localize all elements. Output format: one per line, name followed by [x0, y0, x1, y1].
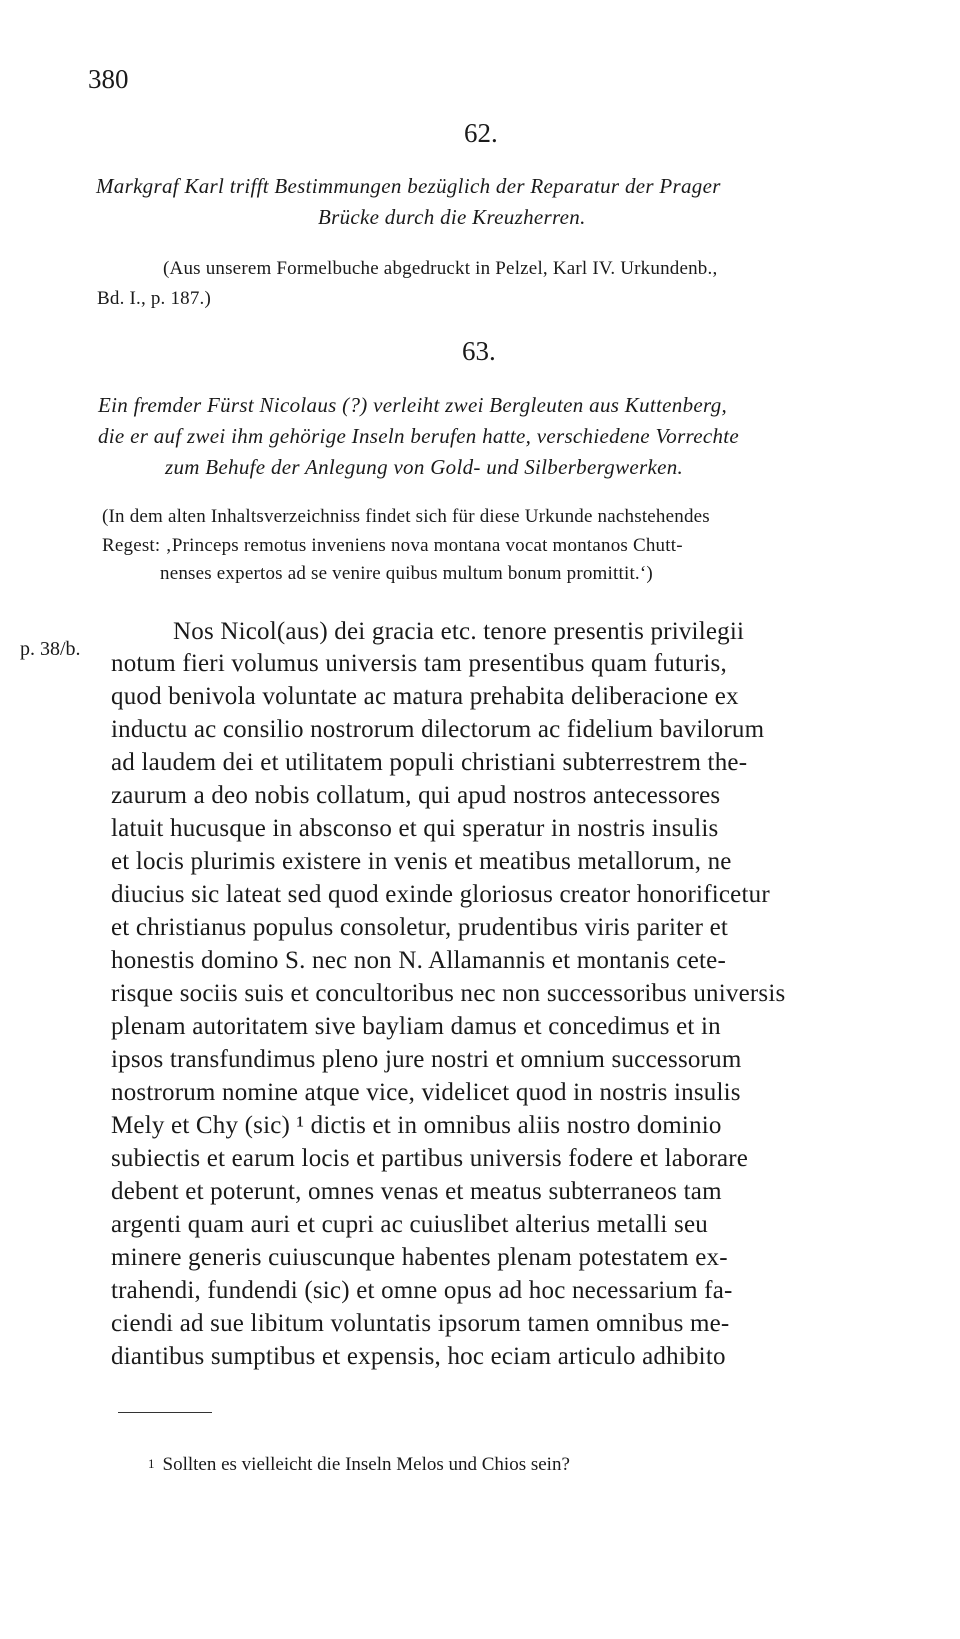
body-line: quod benivola voluntate ac matura prehabita deliberacione ex	[111, 683, 739, 710]
body-line: diucius sic lateat sed quod exinde gloriosus creator honorificetur	[111, 881, 770, 908]
body-line: inductu ac consilio nostrorum dilectorum ac fidelium bavilorum	[111, 716, 765, 743]
document-62-title-line: Brücke durch die Kreuzherren.	[318, 205, 586, 229]
body-line: trahendi, fundendi (sic) et omne opus ad hoc necessarium fa-	[111, 1277, 733, 1304]
body-line: nostrorum nomine atque vice, videlicet quod in nostris insulis	[111, 1079, 741, 1106]
body-line: notum fieri volumus universis tam presentibus quam futuris,	[111, 650, 727, 677]
body-line: et locis plurimis existere in venis et meatibus metallorum, ne	[111, 848, 732, 875]
body-line: argenti quam auri et cupri ac cuiuslibet alterius metalli seu	[111, 1211, 708, 1238]
document-63-number: 63.	[462, 336, 496, 366]
document-63-note-line: Regest: ‚Princeps remotus inveniens nova montana vocat montanos Chutt-	[102, 535, 683, 556]
body-line: risque sociis suis et concultoribus nec non successoribus universis	[111, 980, 786, 1007]
document-63-title-line: Ein fremder Fürst Nicolaus (?) verleiht zwei Bergleuten aus Kuttenberg,	[98, 393, 728, 417]
body-line: zaurum a deo nobis collatum, qui apud nostros antecessores	[111, 782, 721, 809]
document-63-title-line: zum Behufe der Anlegung von Gold- und Silberbergwerken.	[165, 455, 684, 479]
page-number: 380	[88, 64, 129, 94]
margin-reference: p. 38/b.	[20, 638, 81, 660]
body-line: honestis domino S. nec non N. Allamannis et montanis cete-	[111, 947, 726, 974]
footnote	[148, 1454, 570, 1476]
document-62-number: 62.	[464, 118, 498, 148]
body-line: subiectis et earum locis et partibus universis fodere et laborare	[111, 1145, 749, 1172]
footnote-text: Sollten es vielleicht die Inseln Melos und Chios sein?	[162, 1454, 570, 1475]
footnote-separator	[118, 1412, 212, 1413]
body-line: latuit hucusque in absconso et qui speratur in nostris insulis	[111, 815, 719, 842]
document-62-source-line: Bd. I., p. 187.)	[97, 288, 212, 309]
body-line: plenam autoritatem sive bayliam damus et concedimus et in	[111, 1013, 721, 1040]
document-62-title-line: Markgraf Karl trifft Bestimmungen bezüglich der Reparatur der Prager	[96, 174, 721, 198]
body-line: Mely et Chy (sic) ¹ dictis et in omnibus aliis nostro dominio	[111, 1112, 722, 1139]
body-line: ciendi ad sue libitum voluntatis ipsorum tamen omnibus me-	[111, 1310, 730, 1337]
body-line: ipsos transfundimus pleno jure nostri et omnium successorum	[111, 1046, 742, 1073]
body-line: minere generis cuiuscunque habentes plenam potestatem ex-	[111, 1244, 728, 1271]
body-line: Nos Nicol(aus) dei gracia etc. tenore presentis privilegii	[173, 618, 745, 645]
document-63-note-line: (In dem alten Inhaltsverzeichniss findet sich für diese Urkunde nachstehendes	[102, 506, 710, 527]
body-line: debent et poterunt, omnes venas et meatus subterraneos tam	[111, 1178, 722, 1205]
body-line: et christianus populus consoletur, prudentibus viris pariter et	[111, 914, 729, 941]
document-63-note-line: nenses expertos ad se venire quibus multum bonum promittit.‘)	[160, 563, 653, 584]
footnote-marker: 1	[148, 1456, 155, 1471]
document-62-source-line: (Aus unserem Formelbuche abgedruckt in Pelzel, Karl IV. Urkundenb.,	[163, 258, 718, 279]
body-line: diantibus sumptibus et expensis, hoc eciam articulo adhibito	[111, 1343, 726, 1370]
document-63-title-line: die er auf zwei ihm gehörige Inseln berufen hatte, verschiedene Vorrechte	[98, 424, 740, 448]
body-line: ad laudem dei et utilitatem populi christiani subterrestrem the-	[111, 749, 748, 776]
